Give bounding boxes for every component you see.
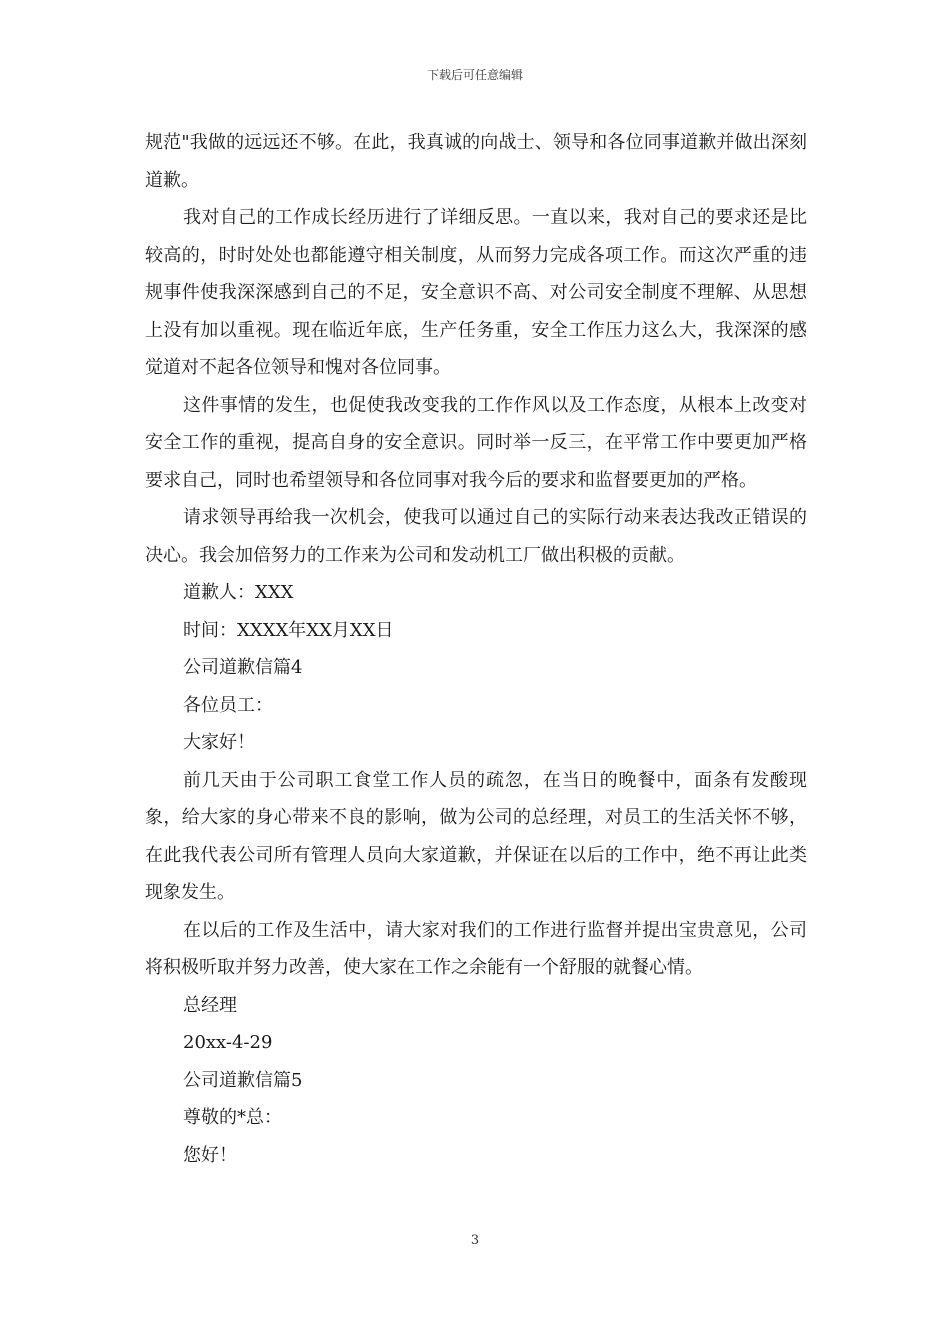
paragraph: 这件事情的发生，也促使我改变我的工作作风以及工作态度，从根本上改变对安全工作的重视，提高自身的安全意识。同时举一反三，在平常工作中要更加严格要求自己，同时也希望领导和各位同事对我今后的要求和监督要更加的严格。 [145, 394, 807, 491]
greeting: 您好！ [183, 1144, 237, 1166]
greeting: 大家好！ [183, 732, 255, 753]
salutation: 尊敬的*总： [183, 1107, 282, 1128]
signature-apologizer: 道歉人：XXX [183, 582, 294, 603]
section-title: 公司道歉信篇5 [183, 1069, 303, 1091]
signature-title: 总经理 [183, 994, 237, 1016]
page-header: 下载后可任意编辑 [426, 68, 523, 82]
signature-date: 20xx-4-29 [183, 1032, 273, 1053]
document-body [145, 124, 807, 1174]
salutation: 各位员工： [183, 694, 273, 716]
paragraph: 我对自己的工作成长经历进行了详细反思。一直以来，我对自己的要求还是比较高的，时时处处也都能遵守相关制度，从而努力完成各项工作。而这次严重的违规事件使我深深感到自己的不足，安全意识不高、对公司安全制度不理解、从思想上没有加以重视。现在临近年底，生产任务重，安全工作压力这么大，我深深的感觉道对不起各位领导和愧对各位同事。 [145, 207, 807, 378]
paragraph: 在以后的工作及生活中，请大家对我们的工作进行监督并提出宝贵意见，公司将积极听取并努力改善，使大家在工作之余能有一个舒服的就餐心情。 [145, 919, 807, 978]
paragraph: 规范"我做的远远还不够。在此，我真诚的向战士、领导和各位同事道歉并做出深刻道歉。 [145, 132, 807, 191]
paragraph: 前几天由于公司职工食堂工作人员的疏忽，在当日的晚餐中，面条有发酸现象，给大家的身心带来不良的影响，做为公司的总经理，对员工的生活关怀不够，在此我代表公司所有管理人员向大家道歉，并保证在以后的工作中，绝不再让此类现象发生。 [145, 769, 807, 903]
page-number: 3 [470, 1233, 480, 1248]
paragraph: 请求领导再给我一次机会，使我可以通过自己的实际行动来表达我改正错误的决心。我会加倍努力的工作来为公司和发动机工厂做出积极的贡献。 [145, 507, 807, 566]
signature-date: 时间：XXXX年XX月XX日 [183, 619, 394, 641]
section-title: 公司道歉信篇4 [183, 657, 303, 678]
